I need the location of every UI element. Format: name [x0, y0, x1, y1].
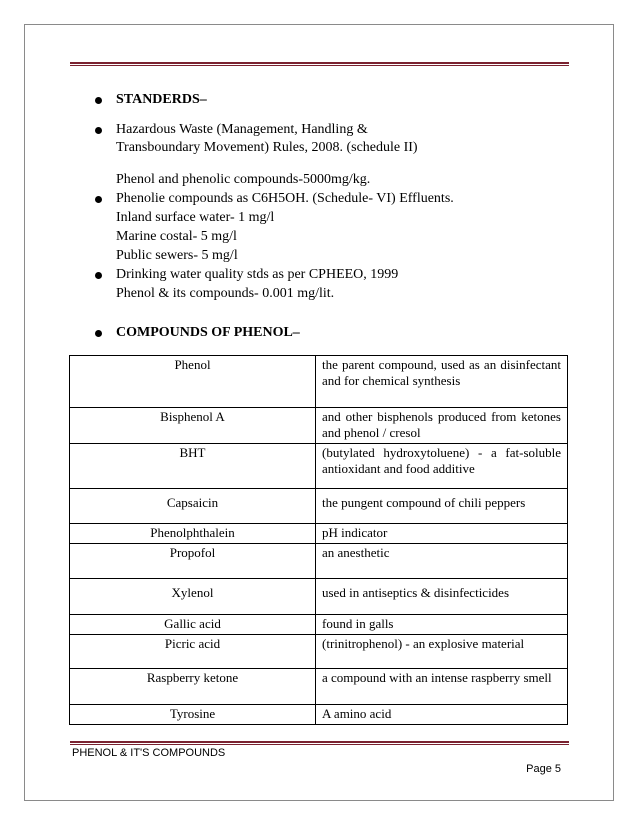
- table-row: [70, 408, 568, 444]
- table-row: [70, 705, 568, 725]
- phenolic-compounds-limit: Phenol and phenolic compounds-5000mg/kg.: [116, 172, 371, 187]
- compound-description: A amino acid: [316, 705, 568, 725]
- page-number: Page 5: [526, 763, 561, 775]
- bullet-icon: [95, 127, 102, 134]
- compound-description: (trinitrophenol) - an explosive material: [316, 635, 568, 669]
- hazardous-waste-line: Hazardous Waste (Management, Handling &: [116, 122, 368, 137]
- table-row: [70, 579, 568, 615]
- compound-description: pH indicator: [316, 524, 568, 544]
- compound-name: Picric acid: [70, 635, 316, 669]
- compound-description: a compound with an intense raspberry smell: [316, 669, 568, 705]
- marine-coastal-line: Marine costal- 5 mg/l: [116, 229, 237, 244]
- compound-description: an anesthetic: [316, 544, 568, 579]
- bullet-icon: [95, 272, 102, 279]
- transboundary-line: Transboundary Movement) Rules, 2008. (schedule II): [116, 140, 418, 155]
- standards-heading: STANDERDS–: [116, 92, 207, 107]
- table-row: [70, 635, 568, 669]
- drinking-water-line: Drinking water quality stds as per CPHEEO, 1999: [116, 267, 399, 282]
- compound-description: and other bisphenols produced from ketones and phenol / cresol: [316, 408, 568, 444]
- table-row: [70, 615, 568, 635]
- table-row: [70, 356, 568, 408]
- compounds-heading: COMPOUNDS OF PHENOL–: [116, 325, 300, 340]
- bullet-icon: [95, 97, 102, 104]
- compound-name: Tyrosine: [70, 705, 316, 725]
- compound-name: Phenol: [70, 356, 316, 408]
- table-row: [70, 444, 568, 489]
- table-row: [70, 489, 568, 524]
- compound-name: Xylenol: [70, 579, 316, 615]
- effluents-line: Phenolie compounds as C6H5OH. (Schedule- VI) Effluents.: [116, 191, 454, 206]
- compound-name: Capsaicin: [70, 489, 316, 524]
- compound-description: used in antiseptics & disinfecticides: [316, 579, 568, 615]
- compound-name: Phenolphthalein: [70, 524, 316, 544]
- table-row: [70, 544, 568, 579]
- compound-description: the parent compound, used as an disinfectant and for chemical synthesis: [316, 356, 568, 408]
- inland-water-line: Inland surface water- 1 mg/l: [116, 210, 275, 225]
- compound-name: BHT: [70, 444, 316, 489]
- compounds-table: [69, 355, 568, 725]
- compound-name: Gallic acid: [70, 615, 316, 635]
- compound-name: Bisphenol A: [70, 408, 316, 444]
- compound-description: (butylated hydroxytoluene) - a fat-soluble antioxidant and food additive: [316, 444, 568, 489]
- compound-description: the pungent compound of chili peppers: [316, 489, 568, 524]
- bullet-icon: [95, 196, 102, 203]
- compound-description: found in galls: [316, 615, 568, 635]
- table-row: [70, 669, 568, 705]
- bullet-icon: [95, 330, 102, 337]
- compound-name: Raspberry ketone: [70, 669, 316, 705]
- public-sewers-line: Public sewers- 5 mg/l: [116, 248, 238, 263]
- phenol-limit-line: Phenol & its compounds- 0.001 mg/lit.: [116, 286, 335, 301]
- footer-title: PHENOL & IT'S COMPOUNDS: [72, 747, 226, 759]
- footer-rule: [70, 741, 569, 745]
- table-row: [70, 524, 568, 544]
- header-rule: [70, 62, 569, 66]
- compound-name: Propofol: [70, 544, 316, 579]
